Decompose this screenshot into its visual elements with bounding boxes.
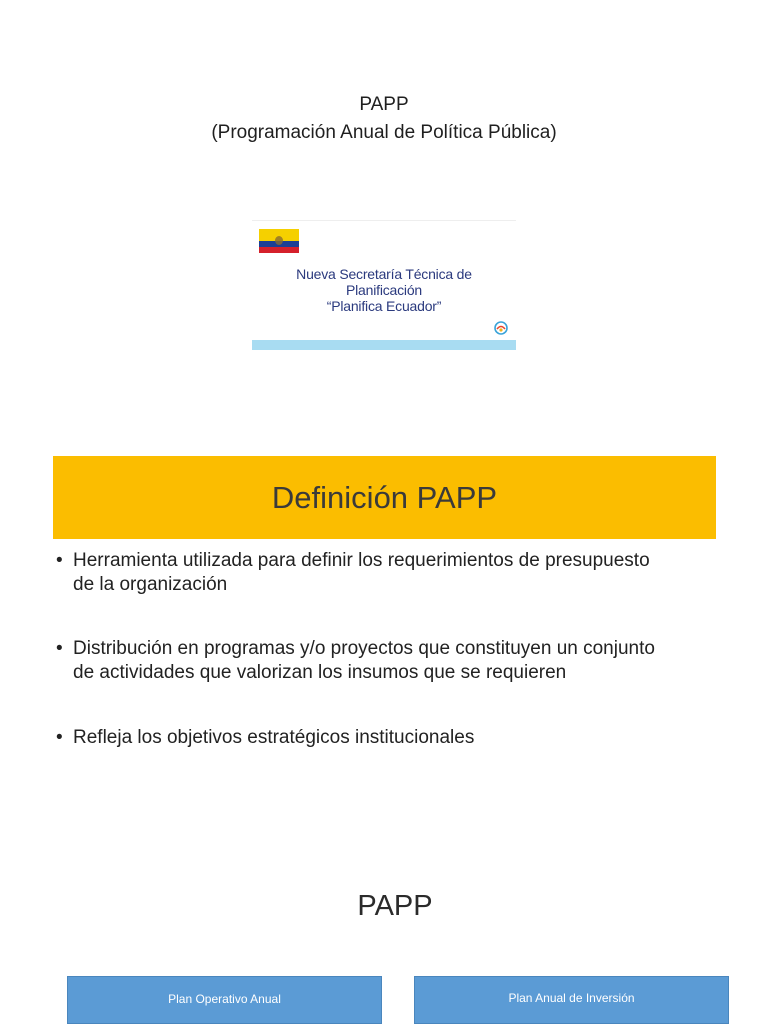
box-label: Plan Anual de Inversión	[508, 991, 635, 1005]
papp-heading: PAPP	[357, 890, 433, 922]
plan-anual-inversion-box	[414, 976, 729, 1024]
planifica-swirl-icon	[494, 321, 508, 335]
bullet-icon: •	[56, 550, 63, 571]
slide1-title-line2: (Programación Anual de Política Pública)	[211, 122, 557, 143]
bullet-line: de la organización	[73, 574, 228, 595]
bullet-line: de actividades que valorizan los insumos que se requieren	[73, 662, 567, 683]
slide1-title-line1: PAPP	[359, 94, 409, 115]
ecuador-flag-icon	[259, 229, 299, 253]
list-item	[56, 637, 726, 685]
logo-line3: “Planifica Ecuador”	[326, 298, 442, 314]
bullet-line: Distribución en programas y/o proyectos que constituyen un conjunto	[73, 638, 655, 659]
logo-line1: Nueva Secretaría Técnica de	[296, 266, 472, 282]
bullet-icon: •	[56, 727, 63, 748]
slide1-title	[0, 91, 768, 147]
definition-bullet-list	[56, 549, 726, 790]
plan-operativo-anual-box	[67, 976, 382, 1024]
logo-text	[252, 266, 516, 314]
logo-line2: Planificación	[346, 282, 422, 298]
bullet-icon: •	[56, 638, 63, 659]
planifica-ecuador-logo	[252, 220, 516, 350]
bullet-line: Refleja los objetivos estratégicos institucionales	[73, 727, 475, 748]
list-item	[56, 726, 726, 750]
bullet-line: Herramienta utilizada para definir los requerimientos de presupuesto	[73, 550, 650, 571]
definition-banner	[53, 456, 716, 539]
box-label: Plan Operativo Anual	[168, 992, 281, 1006]
logo-bar	[252, 340, 516, 350]
list-item	[56, 549, 726, 597]
definition-heading: Definición PAPP	[271, 479, 498, 515]
